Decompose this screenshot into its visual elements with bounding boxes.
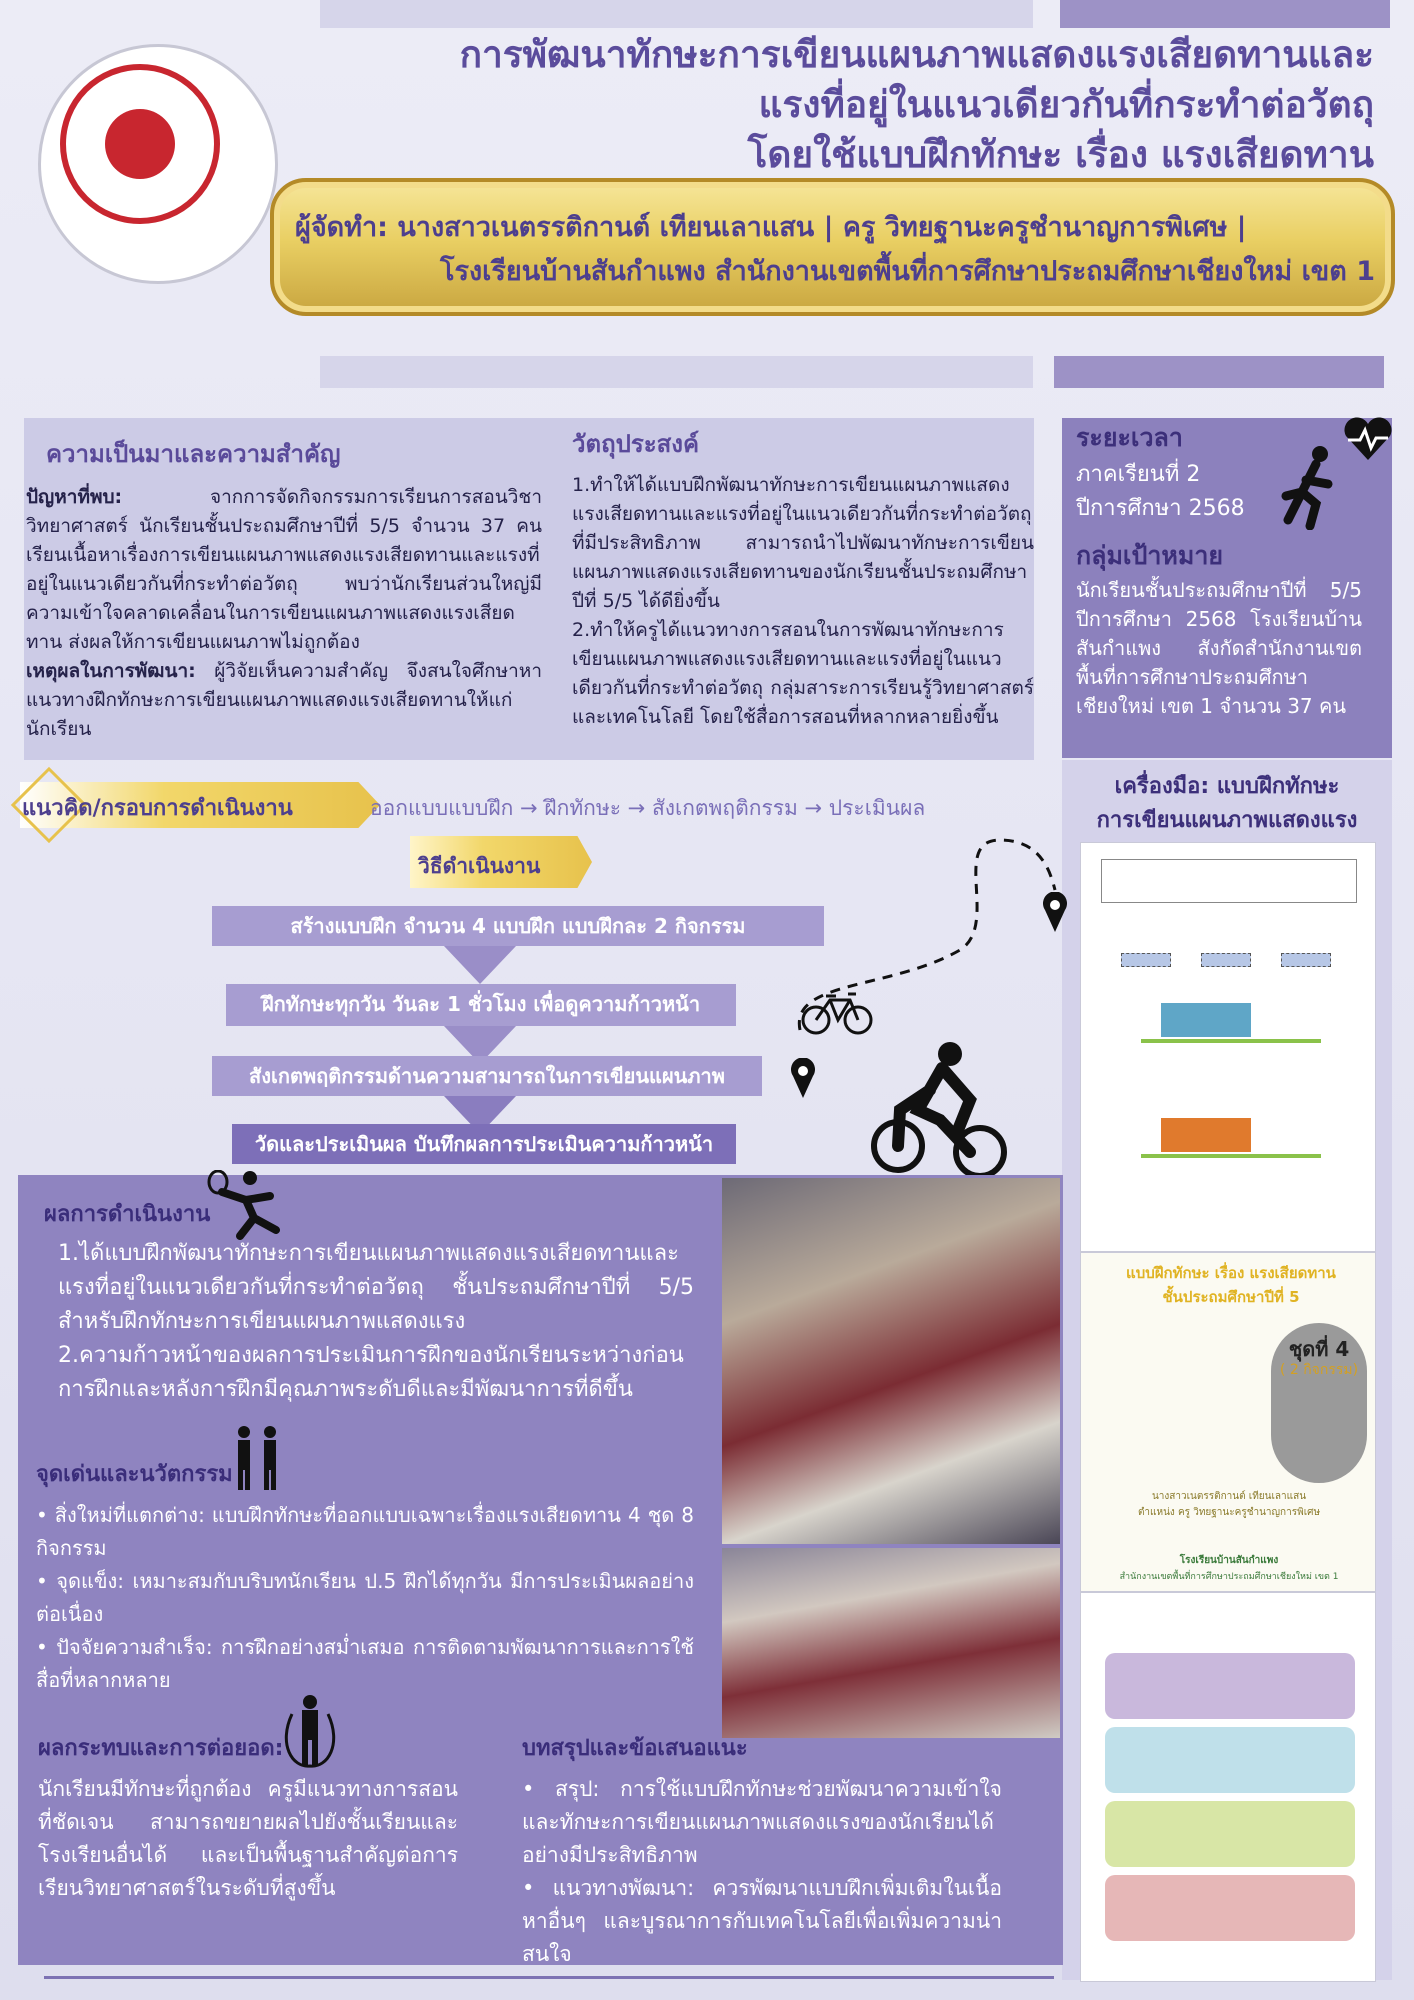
conclusion-heading: บทสรุปและข้อเสนอแนะ (522, 1736, 748, 1761)
target-text: นักเรียนชั้นประถมศึกษาปีที่ 5/5 ปีการศึกษา 2568 โรงเรียนบ้านสันกำแพง สังกัดสำนักงานเขตพื้นที่การศึกษาประถมศึกษาเชียงใหม่ เขต 1 จำนวน 37 คน (1076, 578, 1362, 718)
objectives-section (572, 424, 1034, 732)
top-bar-left (320, 0, 1033, 28)
worksheet-page-2 (1080, 1592, 1376, 1982)
highlight-item-1: • สิ่งใหม่ที่แตกต่าง: แบบฝึกทักษะที่ออกแบบเฉพาะเรื่องแรงเสียดทาน 4 ชุด 8 กิจกรรม (36, 1503, 694, 1560)
author-ribbon-text (295, 206, 1375, 294)
background-heading: ความเป็นมาและความสำคัญ (46, 440, 341, 468)
objective-item-2: 2.ทำให้ครูได้แนวทางการสอนในการพัฒนาทักษะการเขียนแผนภาพแสดงแรงเสียดทานและแรงที่อยู่ในแนวเดียวกันที่กระทำต่อวัตถุ กลุ่มสาระการเรียนรู้วิทยาศาสตร์และเทคโนโลยี โดยใช้สื่อการสอนที่หลากหลายยิ่งขึ้น (572, 619, 1034, 728)
worksheet-cover (1080, 1252, 1376, 1592)
reason-text: ผู้วิจัยเห็นความสำคัญ จึงสนใจศึกษาหาแนวทางฝึกทักษะการเขียนแผนภาพแสดงแรงเสียดทานให้แก่นักเรียน (26, 660, 542, 740)
author-line: ผู้จัดทำ: นางสาวเนตรรติกานต์ เทียนเลาแสน | ครู วิทยฐานะครูชำนาญการพิเศษ | (295, 212, 1247, 243)
tool-heading-line-1: เครื่องมือ: แบบฝึกทักษะ (1114, 774, 1340, 799)
highlight-item-3: • ปัจจัยความสำเร็จ: การฝึกอย่างสม่ำเสมอ การติดตามพัฒนาการและการใช้สื่อที่หลากหลาย (36, 1635, 694, 1692)
results-item-1: 1.ได้แบบฝึกพัฒนาทักษะการเขียนแผนภาพแสดงแรงเสียดทานและแรงที่อยู่ในแนวเดียวกันที่กระทำต่อวัตถุ ชั้นประถมศึกษาปีที่ 5/5 สำหรับฝึกทักษะการเขียนแผนภาพแสดงแรง (58, 1241, 694, 1334)
conclusion-section (522, 1730, 1002, 1971)
cover-author: นางสาวเนตรรติกานต์ เทียนเลาแสน (1151, 1491, 1307, 1502)
method-label: วิธีดำเนินงาน (418, 854, 541, 878)
impact-heading: ผลกระทบและการต่อยอด: (38, 1736, 284, 1761)
title-line-3: โดยใช้แบบฝึกทักษะ เรื่อง แรงเสียดทาน (747, 133, 1374, 176)
problem-label: ปัญหาที่พบ: (26, 486, 123, 508)
classroom-photo-1 (722, 1178, 1060, 1544)
highlights-section (36, 1456, 694, 1697)
objectives-heading: วัตถุประสงค์ (572, 430, 700, 458)
tool-heading (1062, 770, 1392, 838)
school-seal-emblem (60, 64, 220, 224)
mid-bar-left (320, 356, 1033, 388)
problem-text: จากการจัดกิจกรรมการเรียนการสอนวิชาวิทยาศาสตร์ นักเรียนชั้นประถมศึกษาปีที่ 5/5 จำนวน 37 คน เรียนเนื้อหาเรื่องการเขียนแผนภาพแสดงแรงเสียดทานและแรงที่อยู่ในแนวเดียวกันที่กระทำต่อวัตถุ พบว่านักเรียนส่วนใหญ่มีความเข้าใจคลาดเคลื่อนในการเขียนแผนภาพแสดงแรงเสียดทาน ส่งผลให้การเขียนแผนภาพไม่ถูกต้อง (26, 486, 542, 653)
period-term: ภาคเรียนที่ 2 (1076, 462, 1201, 487)
cover-grade: ชั้นประถมศึกษาปีที่ 5 (1162, 1288, 1300, 1306)
runner-icon (1276, 444, 1346, 530)
results-heading: ผลการดำเนินงาน (44, 1202, 211, 1227)
impact-text: นักเรียนมีทักษะที่ถูกต้อง ครูมีแนวทางการสอนที่ชัดเจน สามารถขยายผลไปยังชั้นเรียนและโรงเรียนอื่นได้ และเป็นพื้นฐานสำคัญต่อการเรียนวิทยาศาสตร์ในระดับที่สูงขึ้น (38, 1777, 458, 1900)
method-step-4: วัดและประเมินผล บันทึกผลการประเมินความก้าวหน้า (232, 1124, 736, 1164)
reason-label: เหตุผลในการพัฒนา: (26, 660, 196, 682)
method-arrow-1 (444, 946, 516, 984)
period-heading: ระยะเวลา (1076, 423, 1183, 452)
page-title (274, 30, 1374, 180)
background-section (26, 434, 542, 744)
title-line-1: การพัฒนาทักษะการเขียนแผนภาพแสดงแรงเสียดทานและ (459, 33, 1374, 76)
method-step-2: ฝึกทักษะทุกวัน วันละ 1 ชั่วโมง เพื่อดูความก้าวหน้า (226, 984, 736, 1026)
framework-label: แนวคิด/กรอบการดำเนินงาน (22, 796, 293, 821)
tool-heading-line-2: การเขียนแผนภาพแสดงแรง (1096, 808, 1358, 833)
heart-icon (1342, 416, 1394, 462)
cover-set: ชุดที่ 4 (1288, 1337, 1350, 1361)
target-section (1076, 536, 1362, 721)
period-year: ปีการศึกษา 2568 (1076, 496, 1245, 521)
map-pin-icon (790, 1058, 816, 1098)
cyclist-icon (870, 1040, 1010, 1180)
target-heading: กลุ่มเป้าหมาย (1076, 541, 1224, 570)
cover-school: โรงเรียนบ้านสันกำแพง (1179, 1555, 1279, 1566)
mid-bar-right (1054, 356, 1384, 388)
conclusion-item-2: • แนวทางพัฒนา: ควรพัฒนาแบบฝึกเพิ่มเติมในเนื้อหาอื่นๆ และบูรณาการกับเทคโนโลยีเพื่อเพิ่มความน่าสนใจ (522, 1876, 1002, 1966)
results-item-2: 2.ความก้าวหน้าของผลการประเมินการฝึกของนักเรียนระหว่างก่อนการฝึกและหลังการฝึกมีคุณภาพระดับดีและมีพัฒนาการที่ดีขึ้น (58, 1343, 684, 1402)
school-line: โรงเรียนบ้านสันกำแพง สำนักงานเขตพื้นที่การศึกษาประถมศึกษาเชียงใหม่ เขต 1 (439, 256, 1375, 287)
conclusion-item-1: • สรุป: การใช้แบบฝึกทักษะช่วยพัฒนาความเข้าใจและทักษะการเขียนแผนภาพแสดงแรงของนักเรียนได้อย่างมีประสิทธิภาพ (522, 1777, 1002, 1867)
period-section (1076, 418, 1296, 526)
cover-office: สำนักงานเขตพื้นที่การศึกษาประถมศึกษาเชียงใหม่ เขต 1 (1119, 1572, 1339, 1582)
title-line-2: แรงที่อยู่ในแนวเดียวกันที่กระทำต่อวัตถุ (758, 83, 1374, 126)
method-step-3: สังเกตพฤติกรรมด้านความสามารถในการเขียนแผนภาพ (212, 1056, 762, 1096)
worksheet-page-1 (1080, 842, 1376, 1252)
results-section (44, 1196, 694, 1407)
footer-line (44, 1976, 1054, 1979)
method-step-1: สร้างแบบฝึก จำนวน 4 แบบฝึก แบบฝึกละ 2 กิจกรรม (212, 906, 824, 946)
cover-activities: ( 2 กิจกรรม) (1279, 1362, 1359, 1378)
cover-title: แบบฝึกทักษะ เรื่อง แรงเสียดทาน (1126, 1264, 1336, 1282)
highlights-heading: จุดเด่นและนวัตกรรม (36, 1462, 233, 1487)
top-bar-right (1060, 0, 1390, 28)
bicycle-icon (800, 990, 874, 1036)
impact-section (38, 1730, 458, 1905)
objective-item-1: 1.ทำให้ได้แบบฝึกพัฒนาทักษะการเขียนแผนภาพแสดงแรงเสียดทานและแรงที่อยู่ในแนวเดียวกันที่กระทำต่อวัตถุ ที่มีประสิทธิภาพ สามารถนำไปพัฒนาทักษะการเขียนแผนภาพแสดงแรงเสียดทานของนักเรียนชั้นประถมศึกษาปีที่ 5/5 ได้ดียิ่งขึ้น (572, 474, 1034, 612)
cover-position: ตำแหน่ง ครู วิทยฐานะครูชำนาญการพิเศษ (1137, 1507, 1321, 1518)
map-pin-icon (1042, 892, 1068, 932)
classroom-photo-2 (722, 1548, 1060, 1738)
highlight-item-2: • จุดแข็ง: เหมาะสมกับบริบทนักเรียน ป.5 ฝึกได้ทุกวัน มีการประเมินผลอย่างต่อเนื่อง (36, 1569, 694, 1626)
framework-steps: ออกแบบแบบฝึก → ฝึกทักษะ → สังเกตพฤติกรรม → ประเมินผล (370, 796, 926, 820)
